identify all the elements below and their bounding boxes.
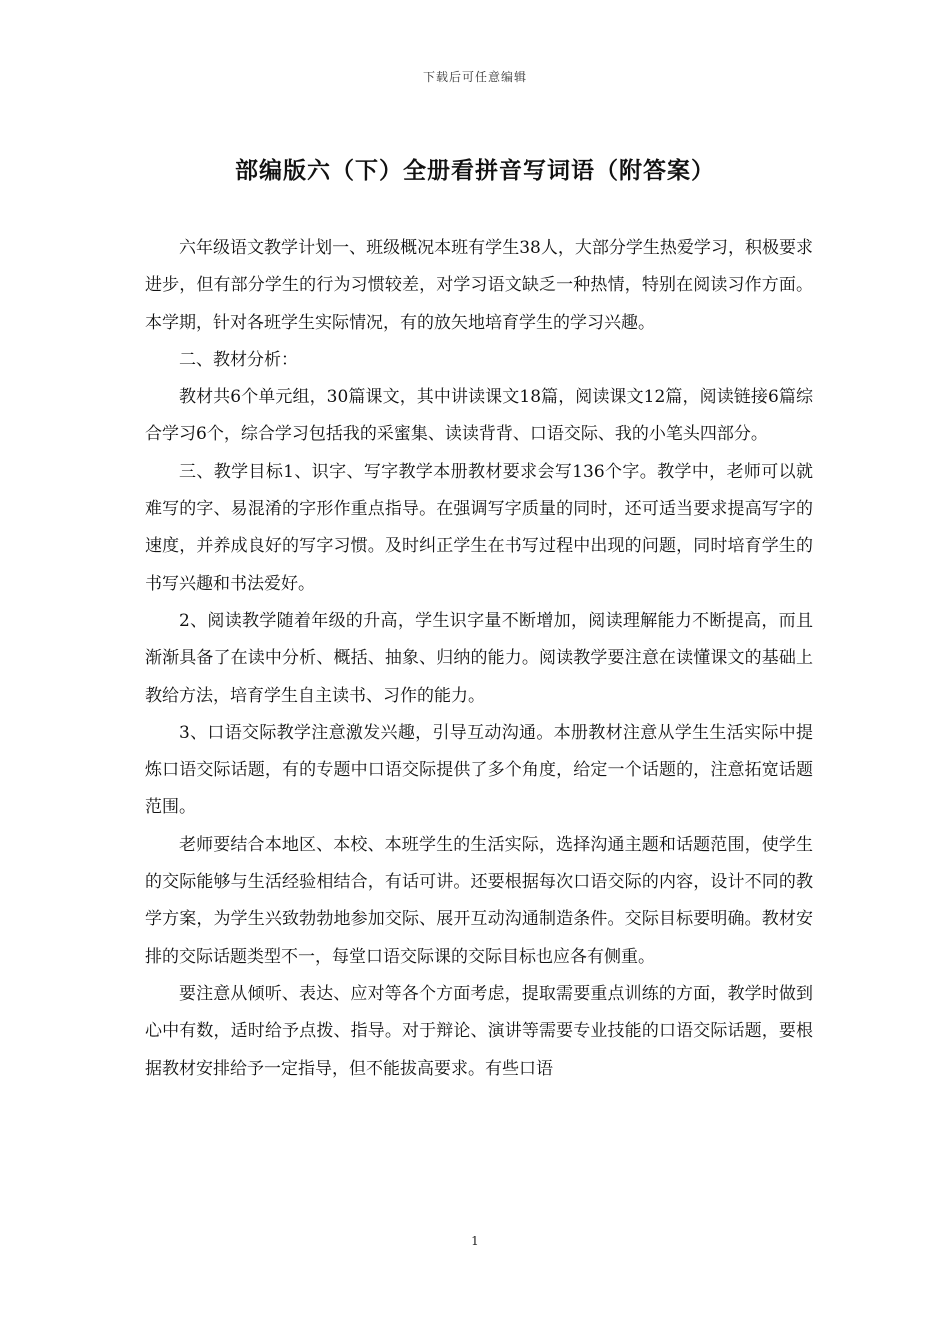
document-body — [145, 230, 813, 1088]
paragraph-textbook-heading: 二、教材分析： — [179, 349, 298, 370]
page-number: 1 — [471, 1234, 479, 1248]
page-header-note: 下载后可任意编辑 — [422, 70, 527, 84]
paragraph-teaching-goals-writing: 三、教学目标1、识字、写字教学本册教材要求会写136个字。教学中，老师可以就难写的字、易混淆的字形作重点指导。在强调写字质量的同时，还可适当要求提高写字的速度，并养成良好的写字习惯。及时纠正学生在书写过程中出现的问题，同时培育学生的书写兴趣和书法爱好。 — [145, 461, 813, 594]
paragraph-reading-teaching: 2、阅读教学随着年级的升高，学生识字量不断增加，阅读理解能力不断提高，而且渐渐具备了在读中分析、概括、抽象、归纳的能力。阅读教学要注意在读懂课文的基础上教给方法，培育学生自主读书、习作的能力。 — [145, 610, 813, 706]
paragraph-listening-expression: 要注意从倾听、表达、应对等各个方面考虑，提取需要重点训练的方面，教学时做到心中有数，适时给予点拨、指导。对于辩论、演讲等需要专业技能的口语交际话题，要根据教材安排给予一定指导，但不能拔高要求。有些口语 — [145, 983, 813, 1079]
paragraph-teacher-guidance: 老师要结合本地区、本校、本班学生的生活实际，选择沟通主题和话题范围，使学生的交际能够与生活经验相结合，有话可讲。还要根据每次口语交际的内容，设计不同的教学方案，为学生兴致勃勃地参加交际、展开互动沟通制造条件。交际目标要明确。教材安排的交际话题类型不一，每堂口语交际课的交际目标也应各有侧重。 — [145, 834, 813, 967]
paragraph-textbook-analysis: 教材共6个单元组，30篇课文，其中讲读课文18篇，阅读课文12篇，阅读链接6篇综合学习6个，综合学习包括我的采蜜集、读读背背、口语交际、我的小笔头四部分。 — [145, 387, 813, 445]
paragraph-oral-communication: 3、口语交际教学注意激发兴趣，引导互动沟通。本册教材注意从学生生活实际中提炼口语交际话题，有的专题中口语交际提供了多个角度，给定一个话题的，注意拓宽话题范围。 — [145, 722, 813, 818]
paragraph-class-overview: 六年级语文教学计划一、班级概况本班有学生38人，大部分学生热爱学习，积极要求进步，但有部分学生的行为习惯较差，对学习语文缺乏一种热情，特别在阅读习作方面。本学期，针对各班学生实际情况，有的放矢地培育学生的学习兴趣。 — [145, 238, 813, 333]
document-title: 部编版六（下）全册看拼音写词语（附答案） — [235, 157, 715, 184]
